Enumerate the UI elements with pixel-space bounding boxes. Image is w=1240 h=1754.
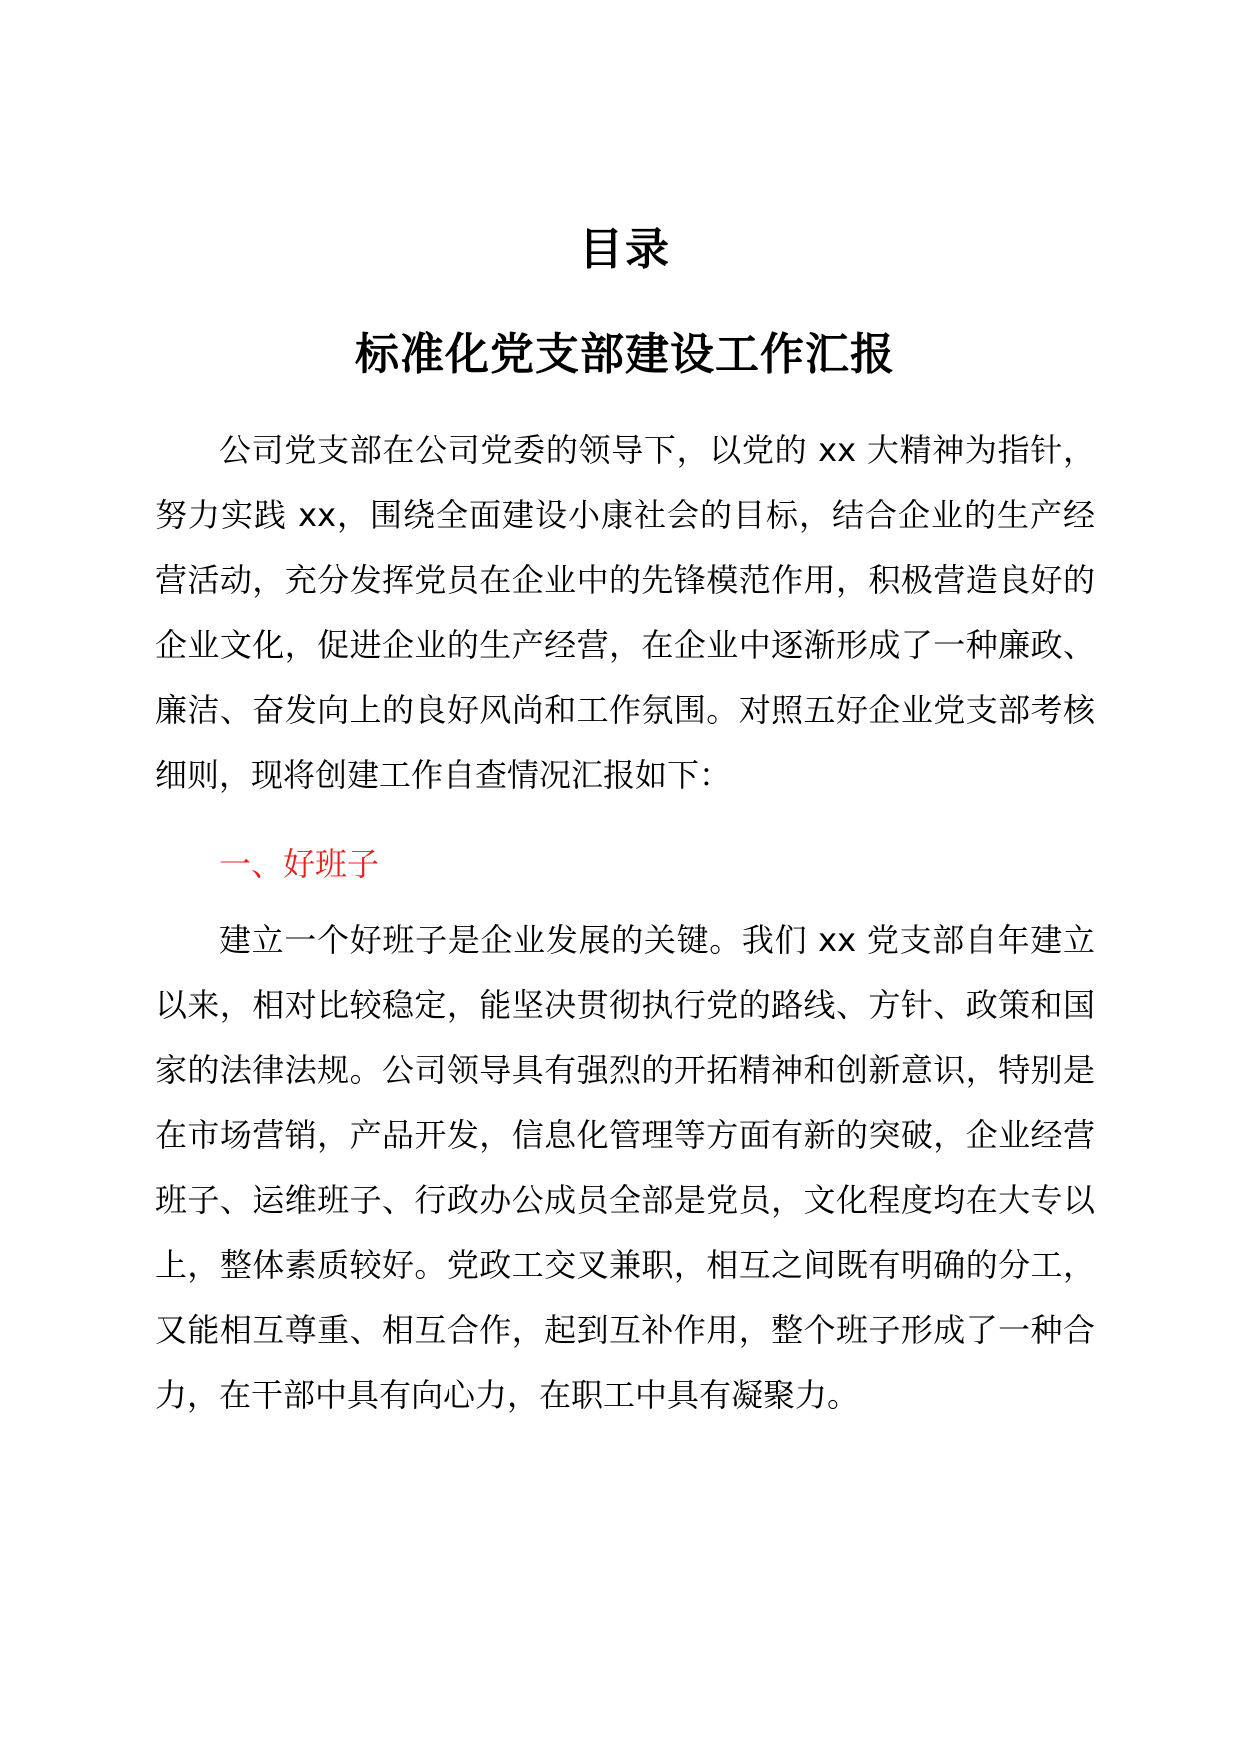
intro-paragraph: 公司党支部在公司党委的领导下，以党的 xx 大精神为指针，努力实践 xx，围绕全面建设小康社会的目标，结合企业的生产经营活动，充分发挥党员在企业中的先锋模范作用，积极营造良好的企业文化，促进企业的生产经营，在企业中逐渐形成了一种廉政、廉洁、奋发向上的良好风尚和工作氛围。对照五好企业党支部考核细则，现将创建工作自查情况汇报如下：: [155, 431, 1095, 794]
toc-title: 目录: [579, 224, 671, 275]
section-paragraph-good-team: 建立一个好班子是企业发展的关键。我们 xx 党支部自年建立以来，相对比较稳定，能坚决贯彻执行党的路线、方针、政策和国家的法律法规。公司领导具有强烈的开拓精神和创新意识，特别是在市场营销，产品开发，信息化管理等方面有新的突破，企业经营班子、运维班子、行政办公成员全部是党员，文化程度均在大专以上，整体素质较好。党政工交叉兼职，相互之间既有明确的分工，又能相互尊重、相互合作，起到互补作用，整个班子形成了一种合力，在干部中具有向心力，在职工中具有凝聚力。: [155, 921, 1095, 1414]
section-heading-good-team: 一、好班子: [219, 845, 380, 883]
document-title: 标准化党支部建设工作汇报: [355, 329, 895, 380]
